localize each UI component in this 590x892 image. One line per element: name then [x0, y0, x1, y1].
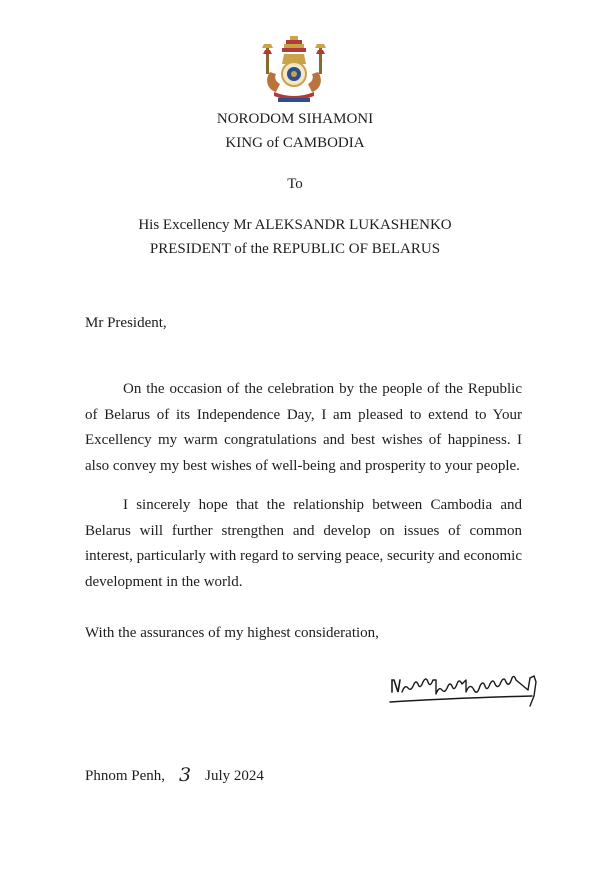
sender-name: NORODOM SIHAMONI	[216, 111, 374, 127]
date-line	[85, 764, 264, 786]
body-paragraph-1: On the occasion of the celebration by the people of the Republic of Belarus of its Independence Day, I am pleased to extend to Your Excellency my warm congratulations and best wishes of happiness. I also convey my best wishes of well-being and prosperity to your people.	[85, 381, 522, 475]
handwritten-signature-icon	[384, 672, 544, 718]
date-day: 3	[179, 764, 192, 786]
closing: With the assurances of my highest consideration,	[85, 625, 379, 641]
royal-coat-of-arms-icon	[260, 34, 328, 106]
sender-title: KING of CAMBODIA	[225, 135, 365, 151]
recipient-name: His Excellency Mr ALEKSANDR LUKASHENKO	[138, 217, 452, 233]
date-month-year: July 2024	[205, 768, 264, 784]
date-place: Phnom Penh,	[85, 768, 166, 784]
salutation: Mr President,	[85, 315, 167, 331]
body-paragraph-2: I sincerely hope that the relationship between Cambodia and Belarus will further strengthen and develop on issues of common interest, particularly with regard to serving peace, security and economic development in the world.	[85, 497, 522, 591]
recipient-title: PRESIDENT of the REPUBLIC OF BELARUS	[149, 241, 441, 257]
recipient-to: To	[287, 176, 303, 192]
